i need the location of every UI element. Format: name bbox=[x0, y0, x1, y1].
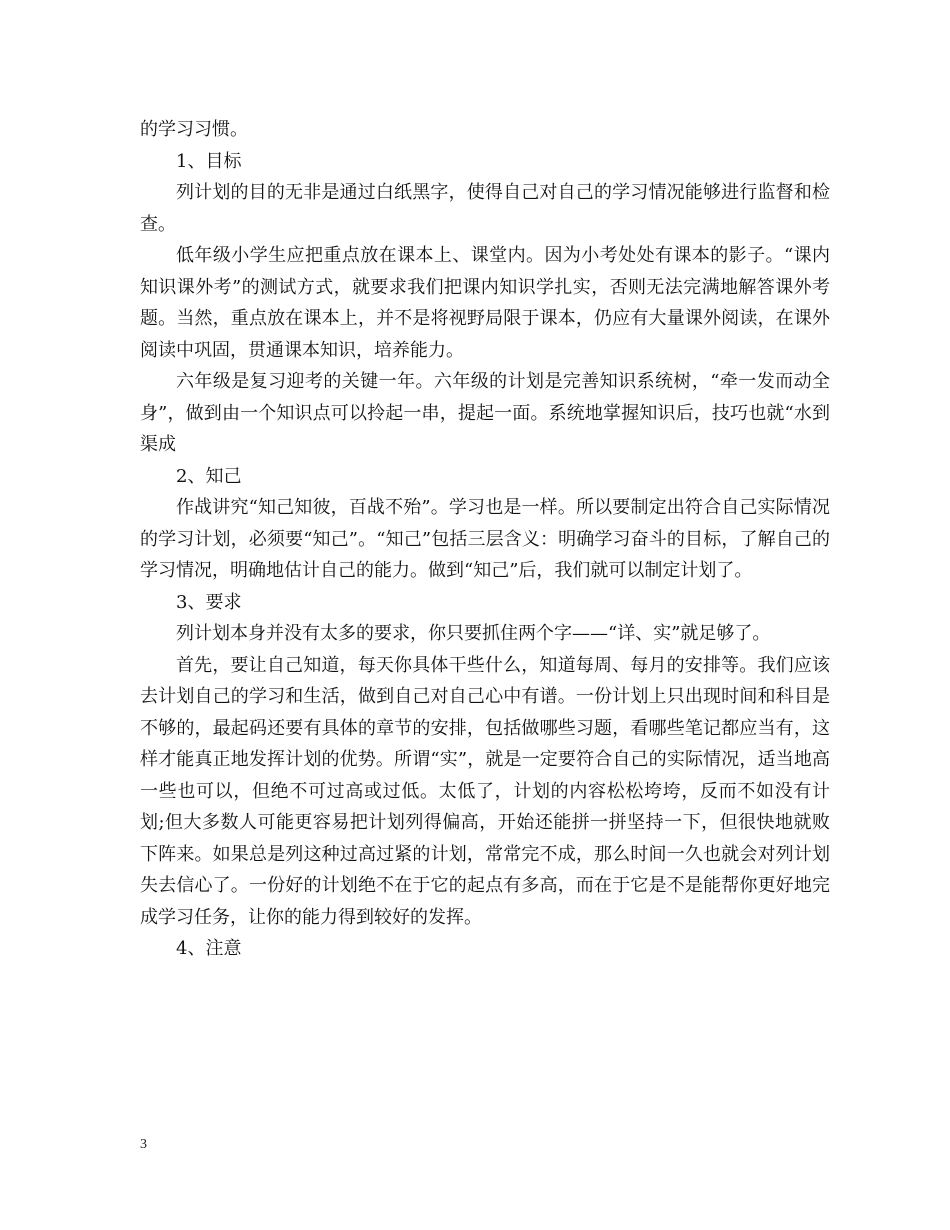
paragraph-sixth-grade: 六年级是复习迎考的关键一年。六年级的计划是完善知识系统树，“牵一发而动全身”，做到由一个知识点可以拎起一串，提起一面。系统地掌握知识后，技巧也就“水到渠成 bbox=[140, 371, 830, 455]
paragraph-requirements-detail: 首先，要让自己知道，每天你具体干些什么，知道每周、每月的安排等。我们应该去计划自己的学习和生活，做到自己对自己心中有谱。一份计划上只出现时间和科目是不够的，最起码还要有具体的章节的安排，包括做哪些习题，看哪些笔记都应当有，这样才能真正地发挥计划的优势。所谓“实”，就是一定要符合自己的实际情况，适当地高一些也可以，但绝不可过高或过低。太低了，计划的内容松松垮垮，反而不如没有计划;但大多数人可能更容易把计划列得偏高，开始还能拼一拼坚持一下，但很快地就败下阵来。如果总是列这种过高过紧的计划，常常完不成，那么时间一久也就会对列计划失去信心了。一份好的计划绝不在于它的起点有多高，而在于它是不是能帮你更好地完成学习任务，让你的能力得到较好的发挥。 bbox=[140, 654, 830, 928]
document-body bbox=[140, 114, 830, 965]
heading-notes: 4、注意 bbox=[176, 938, 242, 959]
heading-goal: 1、目标 bbox=[176, 150, 242, 172]
paragraph-know-yourself: 作战讲究“知己知彼，百战不殆”。学习也是一样。所以要制定出符合自己实际情况的学习计划，必须要“知己”。“知己”包括三层含义：明确学习奋斗的目标，了解自己的学习情况，明确地估计自己的能力。做到“知己”后，我们就可以制定计划了。 bbox=[140, 497, 830, 581]
heading-know-yourself: 2、知己 bbox=[176, 465, 242, 487]
paragraph-lower-grade: 低年级小学生应把重点放在课本上、课堂内。因为小考处处有课本的影子。“课内知识课外考”的测试方式，就要求我们把课内知识学扎实，否则无法完满地解答课外考题。当然，重点放在课本上，并不是将视野局限于课本，仍应有大量课外阅读，在课外阅读中巩固，贯通课本知识，培养能力。 bbox=[140, 245, 830, 361]
paragraph-requirements-intro: 列计划本身并没有太多的要求，你只要抓住两个字——“详、实”就足够了。 bbox=[176, 623, 771, 644]
heading-requirements: 3、要求 bbox=[176, 591, 242, 613]
paragraph-continuation: 的学习习惯。 bbox=[140, 119, 248, 140]
paragraph-goal-purpose: 列计划的目的无非是通过白纸黑字，使得自己对自己的学习情况能够进行监督和检查。 bbox=[140, 182, 830, 235]
page-number: 3 bbox=[140, 1137, 147, 1152]
